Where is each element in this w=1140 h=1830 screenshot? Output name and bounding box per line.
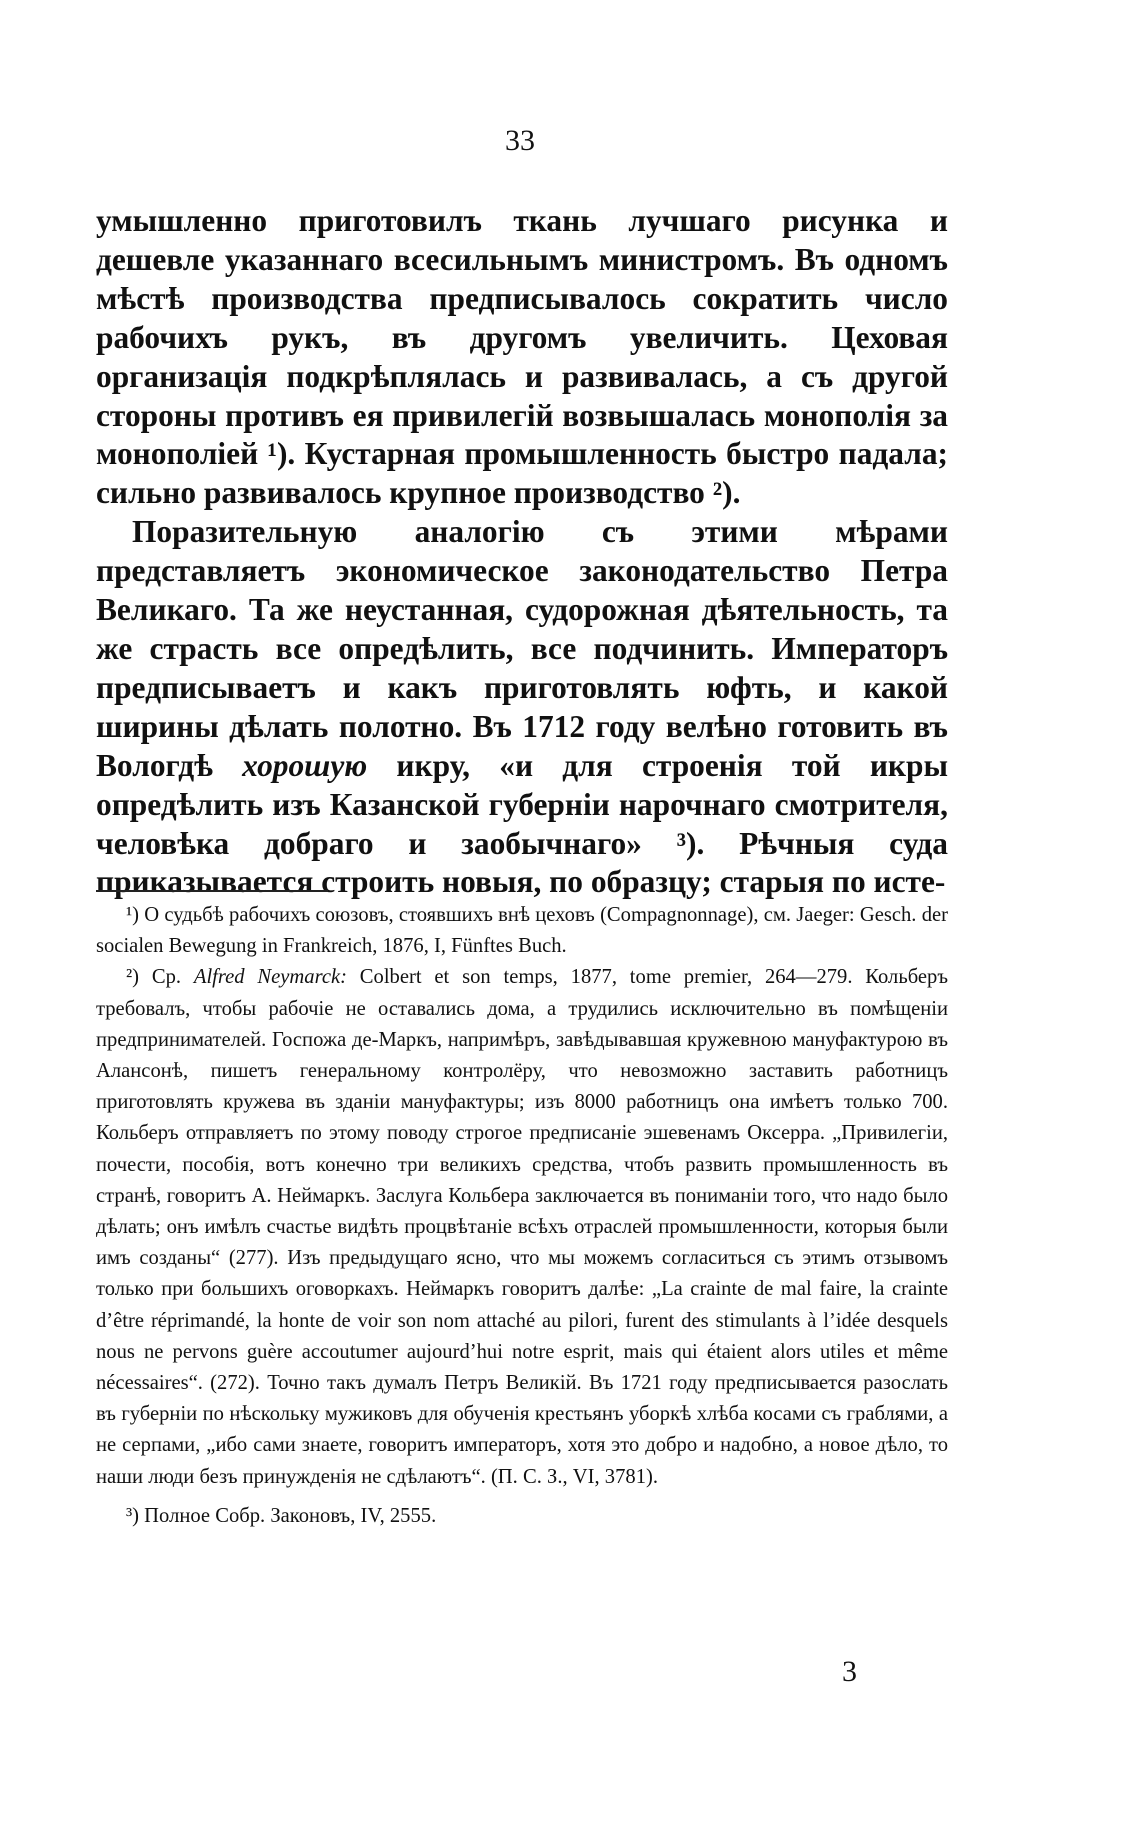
footnote — [96, 962, 948, 1492]
page-number: 33 — [505, 124, 535, 157]
footnote-divider — [96, 890, 328, 892]
footnote-part: Colbert et son temps, 1877, tome premier, 264—279. Кольберъ требовалъ, чтобы рабочіе не оставались дома, а трудились исключительно въ помѣщеніи предпринимателей. Госпожа де-Маркъ, напримѣръ, завѣдывавшая кружевною мануфактурою въ Алансонѣ, пишетъ генеральному контролёру, что невозможно заставить работницъ приготовлять кружева въ зданіи мануфактуры; изъ 8000 работницъ она имѣетъ только 700. Кольберъ отправляетъ по этому поводу строгое предписаніе эшевенамъ Оксерра. „Привилегіи, почести, пособія, вотъ конечно три великихъ средства, чтобъ развить промышленность въ странѣ, говоритъ А. Неймаркъ. Заслуга Кольбера заключается въ пониманіи того, что надо было дѣлать; онъ имѣлъ счастье видѣть процвѣтаніе всѣхъ отраслей промышленности, которыя были имъ созданы“ (277). Изъ предыдущаго ясно, что мы можемъ согласиться съ этимъ отзывомъ только при большихъ оговоркахъ. Неймаркъ говоритъ далѣе: „La crainte de mal faire, la crainte d’être réprimandé, la honte de voir son nom attaché au pilori, furent des stimulants à l’idée desquels nous ne pervons guère accoutumer aujourd’hui notre esprit, mais qui étaient alors utiles et même nécessaires“. (272). Точно такъ думалъ Петръ Великій. Въ 1721 году предписывается разослать въ губерніи по нѣскольку мужиковъ для обученія крестьянъ уборкѣ хлѣба косами съ граблями, а не серпами, „ибо сами знаете, говоритъ императоръ, хотя это добро и надобно, а новое дѣло, то наши люди безъ принужденія не сдѣлаютъ“. (П. С. З., VI, 3781). — [96, 966, 948, 1488]
paragraph-part: Поразительную аналогію съ этими мѣрами представляетъ экономическое законодательство Петра Великаго. Та же неустанная, судорожная дѣятельность, та же страсть все опредѣлить, все подчинить. Императоръ предписываетъ и какъ приготовлять юфть, и какой ширины дѣлать полотно. Въ 1712 году велѣно готовить въ Вологдѣ — [96, 514, 948, 783]
main-text — [96, 202, 948, 902]
italic-word: хорошую — [242, 747, 368, 783]
footnotes — [96, 900, 948, 1532]
footnote: ³) Полное Собр. Законовъ, IV, 2555. — [126, 1504, 437, 1527]
paragraph: умышленно приготовилъ ткань лучшаго рисунка и дешевле указаннаго всесильнымъ министромъ. Въ одномъ мѣстѣ производства предписывалось сократить число рабочихъ рукъ, въ другомъ увеличить. Цеховая организація подкрѣплялась и развивалась, а съ другой стороны противъ ея привилегій возвышалась монополія за монополіей ¹). Кустарная промышленность быстро падала; сильно развивалось крупное производство ²). — [96, 203, 948, 511]
footnote: ¹) О судьбѣ рабочихъ союзовъ, стоявшихъ внѣ цеховъ (Compagnonnage), см. Jaeger: Gesch. der socialen Bewegung in Frankreich, 1876, I, Fünftes Buch. — [96, 904, 948, 958]
signature-mark: 3 — [842, 1655, 857, 1688]
paragraph-part: икру, «и для строенія той икры опредѣлить изъ Казанской губерніи нарочнаго смотрителя, человѣка добраго и заобычнаго» ³). Рѣчныя суда приказывается строить новыя, по образцу; старыя по исте- — [96, 747, 948, 900]
footnote-part: ²) Ср. — [126, 966, 182, 989]
footnote-author: Alfred Neymarck: — [193, 966, 347, 989]
paragraph — [96, 513, 948, 902]
